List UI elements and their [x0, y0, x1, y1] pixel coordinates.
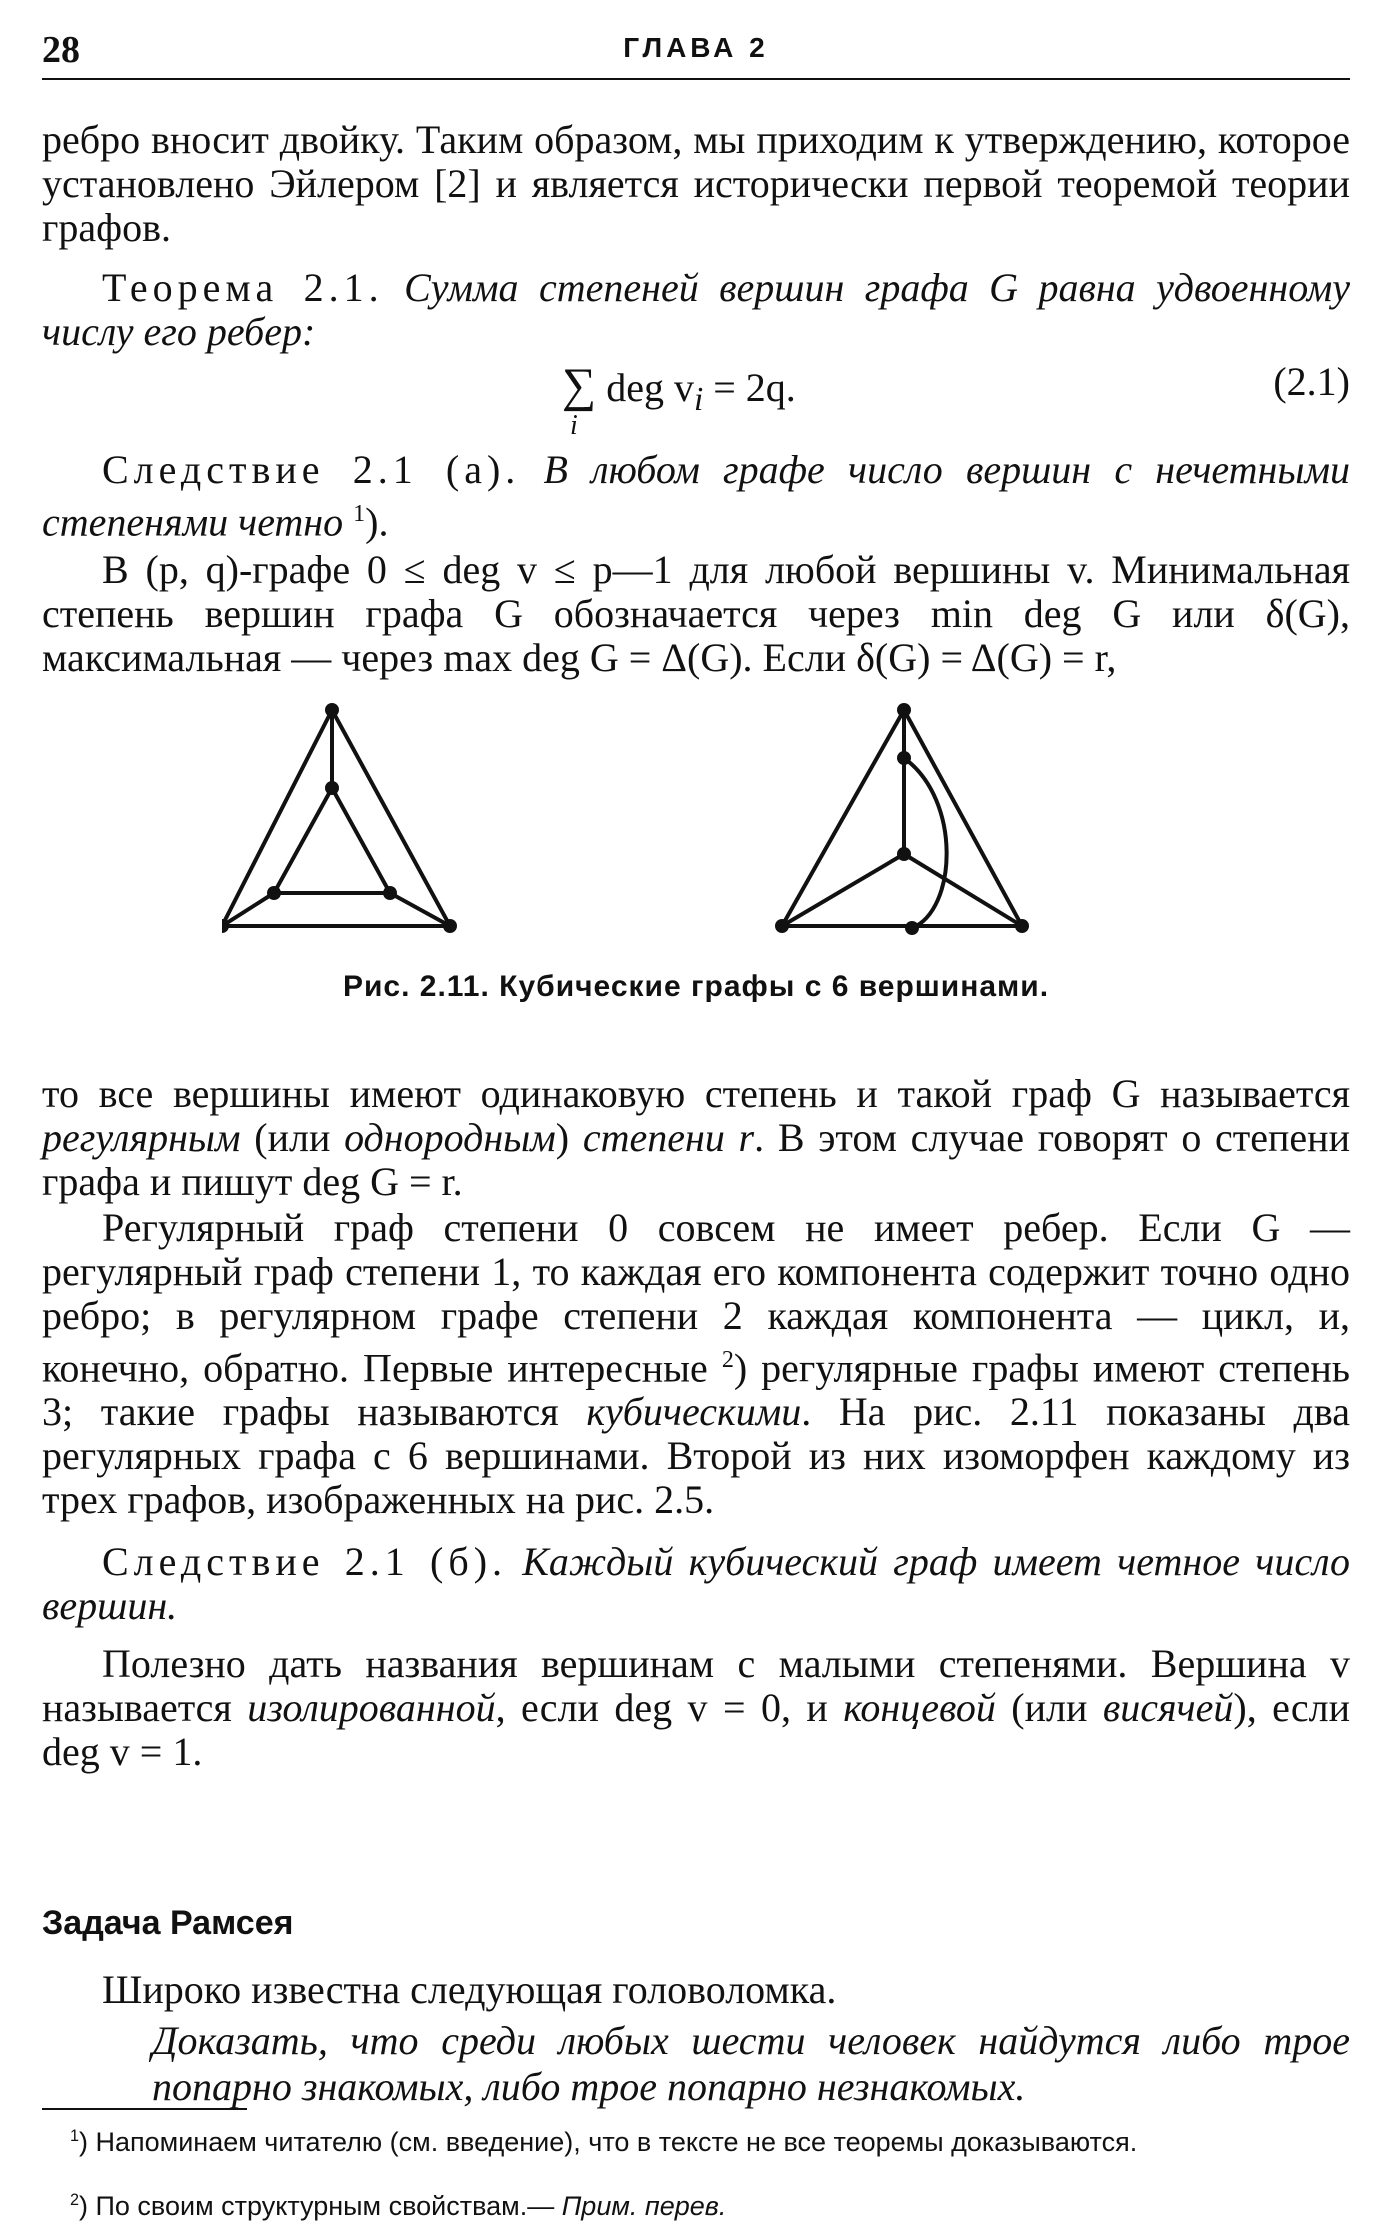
formula-lhs-index: i	[693, 381, 704, 418]
graph-left-vertices	[222, 703, 457, 933]
corollary-b	[42, 1540, 1350, 1628]
footnote-divider	[42, 2108, 247, 2110]
paragraph-2: В (p, q)-графе 0 ≤ deg v ≤ p—1 для любой вершины v. Минимальная степень вершин графа G обозначается через min deg G или δ(G), максимальная — через max deg G = Δ(G). Если δ(G) = Δ(G) = r,	[42, 547, 1350, 680]
term-regular: регулярным	[42, 1115, 241, 1160]
graph-left	[222, 710, 450, 926]
graph-vertex	[897, 847, 911, 861]
figure-cubic-graphs	[222, 700, 1182, 940]
paragraph-4: Регулярный граф степени 0 совсем не имеет ребер. Если G — регулярный граф степени 1, то каждая его компонента содержит точно одно ребро; в регулярном графе степени 2 каждая компонента — цикл, и, конечно, обратно. Первые интересные $^2$) регулярные графы имеют степень 3; такие графы называются кубическими. На рис. 2.11 показаны два регулярных графа с 6 вершинами. Второй из них изоморфен каждому из трех графов, изображенных на рис. 2.5.	[42, 1205, 1350, 1523]
book-page	[42, 0, 1350, 2229]
theorem-text: Сумма степеней вершин графа G равна удвоенному числу его ребер:	[42, 265, 1350, 354]
formula-lhs: deg v	[606, 365, 694, 410]
paragraph-5: Полезно дать названия вершинам с малыми степенями. Вершина v называется изолированной, если deg v = 0, и концевой (или висячей), если deg v = 1.	[42, 1641, 1351, 1774]
term-cubic: кубическими	[586, 1389, 802, 1435]
section-heading: Задача Рамсея	[42, 1904, 294, 1942]
graph-vertex	[1015, 919, 1029, 933]
theorem-2-1	[42, 266, 1350, 354]
graph-vertex	[897, 751, 911, 765]
figure-caption: Рис. 2.11. Кубические графы с 6 вершинами.	[342, 970, 1050, 1003]
corollary-b-text: Каждый кубический граф имеет четное число вершин.	[42, 1539, 1350, 1628]
graph-vertex	[443, 919, 457, 933]
sigma-symbol: ∑	[562, 359, 597, 412]
corollary-a-text: В любом графе число вершин с нечетными степенями четно	[42, 447, 1350, 545]
graph-vertex	[325, 703, 339, 717]
term-isolated: изолированной	[247, 1685, 496, 1730]
puzzle-statement: Доказать, что среди любых шести человек найдутся либо трое попарно знакомых, либо трое попарно незнакомых.	[152, 2018, 1350, 2109]
term-hanging: висячей	[1102, 1685, 1234, 1730]
graph-vertex	[897, 703, 911, 717]
graph-edge	[904, 710, 1022, 926]
paragraph-3: то все вершины имеют одинаковую степень и такой граф G называется регулярным (или однородным) степени r. В этом случае говорят о степени графа и пишут deg G = r.	[42, 1071, 1350, 1204]
graph-vertex	[383, 886, 397, 900]
graph-right	[782, 710, 1022, 928]
formula-rhs: = 2q.	[703, 365, 796, 410]
corollary-b-label: Следствие 2.1 (б).	[102, 1539, 508, 1584]
equation-number: (2.1)	[1273, 359, 1350, 404]
term-homogeneous: однородным	[344, 1115, 556, 1160]
footnote-ref-1: 1	[353, 501, 366, 527]
paragraph-6: Широко известна следующая головоломка.	[102, 1967, 837, 2012]
footnote-ref-2: 2	[721, 1347, 734, 1373]
paragraph-1: ребро вносит двойку. Таким образом, мы приходим к утверждению, которое установлено Эйлером [2] и является исторически первой теоремой теории графов.	[42, 117, 1350, 250]
graph-vertex	[905, 921, 919, 935]
term-pendant: концевой	[843, 1685, 996, 1730]
chapter-title: ГЛАВА 2	[623, 32, 769, 63]
graph-vertex	[325, 781, 339, 795]
footnote-2: $^2$) По своим структурным свойствам.— Прим. перев.	[70, 2191, 727, 2221]
corollary-a-label: Следствие 2.1 (а).	[102, 447, 521, 492]
sigma-index: i	[570, 410, 578, 441]
graph-curved-edge	[904, 758, 947, 928]
formula-2-1	[42, 350, 1350, 441]
footnote-1: $^1$) Напоминаем читателю (см. введение), что в тексте не все теоремы доказываются.	[70, 2127, 1138, 2157]
page-number: 28	[42, 29, 80, 71]
graph-vertex	[267, 886, 281, 900]
theorem-label: Теорема 2.1.	[102, 265, 384, 310]
running-header	[42, 28, 1350, 80]
corollary-a: Следствие 2.1 (а). В любом графе число вершин с нечетными степенями четно $^1$).	[42, 447, 1350, 545]
graph-edge	[782, 710, 904, 926]
graph-vertex	[775, 919, 789, 933]
